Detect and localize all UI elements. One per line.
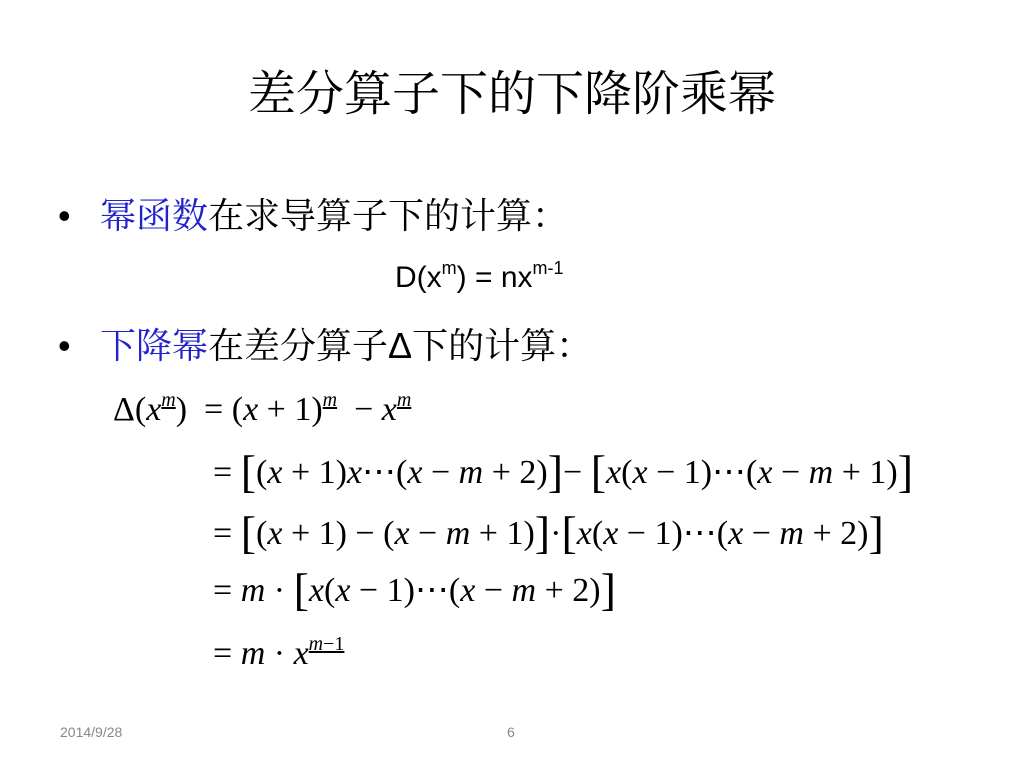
bullet-highlight: 幂函数 [100, 196, 209, 237]
bullet-highlight: 下降幂 [100, 326, 209, 367]
derivative-mid: ) = nx [456, 261, 533, 294]
derivative-exp-m: m [441, 258, 457, 278]
bullet-text-after: 下的计算： [412, 326, 593, 367]
bullet-falling-power [58, 320, 592, 373]
footer-page-number: 6 [507, 724, 515, 740]
bullet-marker: • [58, 325, 71, 366]
derivation-line-3: = [(x + 1) − (x − m + 1)]·[x(x − 1)⋯(x − m + 2)] [213, 507, 884, 558]
derivation-line-5: = $m \cdot x^{m-1}$ [213, 633, 345, 672]
derivative-formula [395, 256, 564, 300]
derivation-line-1: $\Delta(x^m) = (x + 1)^m - x^m$ [113, 389, 412, 428]
derivation-line-4: = m · [x(x − 1)⋯(x − m + 2)] [213, 564, 616, 615]
bullet-text-before: 在差分算子 [208, 326, 389, 367]
bullet-marker: • [58, 195, 71, 236]
derivative-lhs: D(x [395, 261, 442, 294]
footer-date: 2014/9/28 [60, 724, 123, 740]
derivation-line-2: = [(x + 1)x⋯(x − m + 2)]− [x(x − 1)⋯(x − m + 1)] [213, 446, 914, 497]
derivative-exp-m-minus-1: m-1 [532, 258, 564, 278]
bullet-power-function [58, 190, 568, 243]
bullet-text: 在求导算子下的计算： [208, 196, 569, 237]
slide-title: 差分算子下的下降阶乘幂 [247, 66, 776, 122]
delta-symbol: Δ [388, 325, 413, 366]
